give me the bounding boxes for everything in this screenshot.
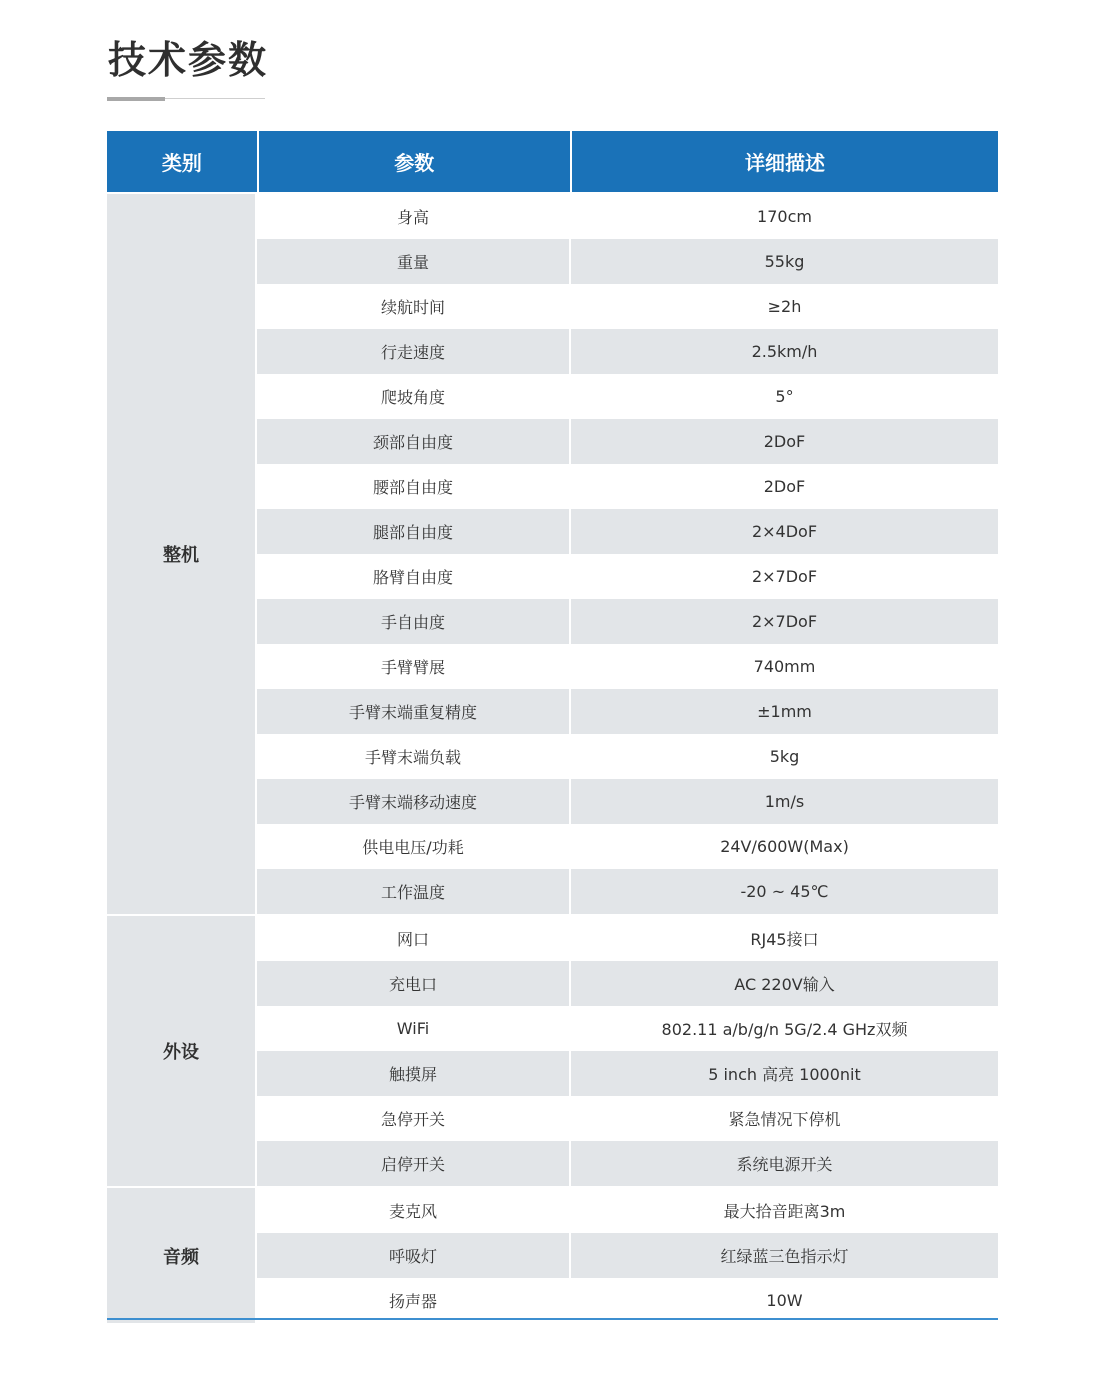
- table-row: [257, 1188, 998, 1233]
- table-row: [257, 374, 998, 419]
- table-row: [257, 284, 998, 329]
- category-cell: 音频: [107, 1188, 255, 1323]
- table-row: [257, 1096, 998, 1141]
- parameter-cell: 重量: [257, 239, 569, 284]
- description-cell: 802.11 a/b/g/n 5G/2.4 GHz双频: [571, 1006, 998, 1051]
- table-row: [257, 916, 998, 961]
- parameter-cell: 工作温度: [257, 869, 569, 914]
- parameter-cell: 胳臂自由度: [257, 554, 569, 599]
- description-cell: 最大拾音距离3m: [571, 1188, 998, 1233]
- description-cell: AC 220V输入: [571, 961, 998, 1006]
- table-row: [257, 239, 998, 284]
- table-row: [257, 464, 998, 509]
- spec-table: [107, 131, 998, 1323]
- table-body: [107, 194, 998, 1323]
- description-cell: 55kg: [571, 239, 998, 284]
- table-row: [257, 779, 998, 824]
- parameter-cell: 腰部自由度: [257, 464, 569, 509]
- table-row: [257, 1141, 998, 1186]
- parameter-cell: 颈部自由度: [257, 419, 569, 464]
- table-row: [257, 961, 998, 1006]
- parameter-cell: 启停开关: [257, 1141, 569, 1186]
- page-title: 技术参数: [108, 38, 269, 82]
- header-category: 类别: [107, 131, 257, 192]
- parameter-cell: 行走速度: [257, 329, 569, 374]
- category-group: [107, 1188, 998, 1323]
- parameter-cell: 扬声器: [257, 1278, 569, 1323]
- parameter-cell: 充电口: [257, 961, 569, 1006]
- description-cell: RJ45接口: [571, 916, 998, 961]
- description-cell: 2×4DoF: [571, 509, 998, 554]
- title-underline: [107, 97, 265, 101]
- parameter-cell: 身高: [257, 194, 569, 239]
- table-row: [257, 824, 998, 869]
- description-cell: 系统电源开关: [571, 1141, 998, 1186]
- description-cell: 紧急情况下停机: [571, 1096, 998, 1141]
- table-row: [257, 509, 998, 554]
- table-row: [257, 869, 998, 914]
- parameter-cell: 手自由度: [257, 599, 569, 644]
- parameter-cell: 爬坡角度: [257, 374, 569, 419]
- description-cell: 5 inch 高亮 1000nit: [571, 1051, 998, 1096]
- description-cell: ±1mm: [571, 689, 998, 734]
- parameter-cell: 供电电压/功耗: [257, 824, 569, 869]
- table-row: [257, 554, 998, 599]
- parameter-cell: 手臂末端重复精度: [257, 689, 569, 734]
- description-cell: 740mm: [571, 644, 998, 689]
- parameter-cell: 手臂末端移动速度: [257, 779, 569, 824]
- description-cell: 1m/s: [571, 779, 998, 824]
- category-cell: 整机: [107, 194, 255, 914]
- header-parameter: 参数: [259, 131, 570, 192]
- table-row: [257, 644, 998, 689]
- description-cell: -20 ~ 45℃: [571, 869, 998, 914]
- parameter-cell: 腿部自由度: [257, 509, 569, 554]
- table-row: [257, 194, 998, 239]
- parameter-cell: 麦克风: [257, 1188, 569, 1233]
- category-group: [107, 194, 998, 914]
- parameter-cell: WiFi: [257, 1006, 569, 1051]
- parameter-cell: 触摸屏: [257, 1051, 569, 1096]
- table-row: [257, 689, 998, 734]
- category-group: [107, 916, 998, 1186]
- description-cell: 170cm: [571, 194, 998, 239]
- table-row: [257, 419, 998, 464]
- description-cell: 2DoF: [571, 419, 998, 464]
- description-cell: 红绿蓝三色指示灯: [571, 1233, 998, 1278]
- parameter-cell: 手臂末端负载: [257, 734, 569, 779]
- parameter-cell: 急停开关: [257, 1096, 569, 1141]
- parameter-cell: 网口: [257, 916, 569, 961]
- table-row: [257, 1006, 998, 1051]
- description-cell: 5kg: [571, 734, 998, 779]
- description-cell: 24V/600W(Max): [571, 824, 998, 869]
- category-cell: 外设: [107, 916, 255, 1186]
- description-cell: 5°: [571, 374, 998, 419]
- parameter-cell: 手臂臂展: [257, 644, 569, 689]
- table-bottom-rule: [107, 1318, 998, 1320]
- table-row: [257, 1278, 998, 1323]
- header-description: 详细描述: [572, 131, 998, 192]
- table-row: [257, 1051, 998, 1096]
- description-cell: 2DoF: [571, 464, 998, 509]
- description-cell: 2×7DoF: [571, 554, 998, 599]
- description-cell: ≥2h: [571, 284, 998, 329]
- description-cell: 2.5km/h: [571, 329, 998, 374]
- table-row: [257, 1233, 998, 1278]
- description-cell: 2×7DoF: [571, 599, 998, 644]
- table-row: [257, 734, 998, 779]
- table-row: [257, 599, 998, 644]
- table-header: [107, 131, 998, 192]
- parameter-cell: 呼吸灯: [257, 1233, 569, 1278]
- parameter-cell: 续航时间: [257, 284, 569, 329]
- table-row: [257, 329, 998, 374]
- description-cell: 10W: [571, 1278, 998, 1323]
